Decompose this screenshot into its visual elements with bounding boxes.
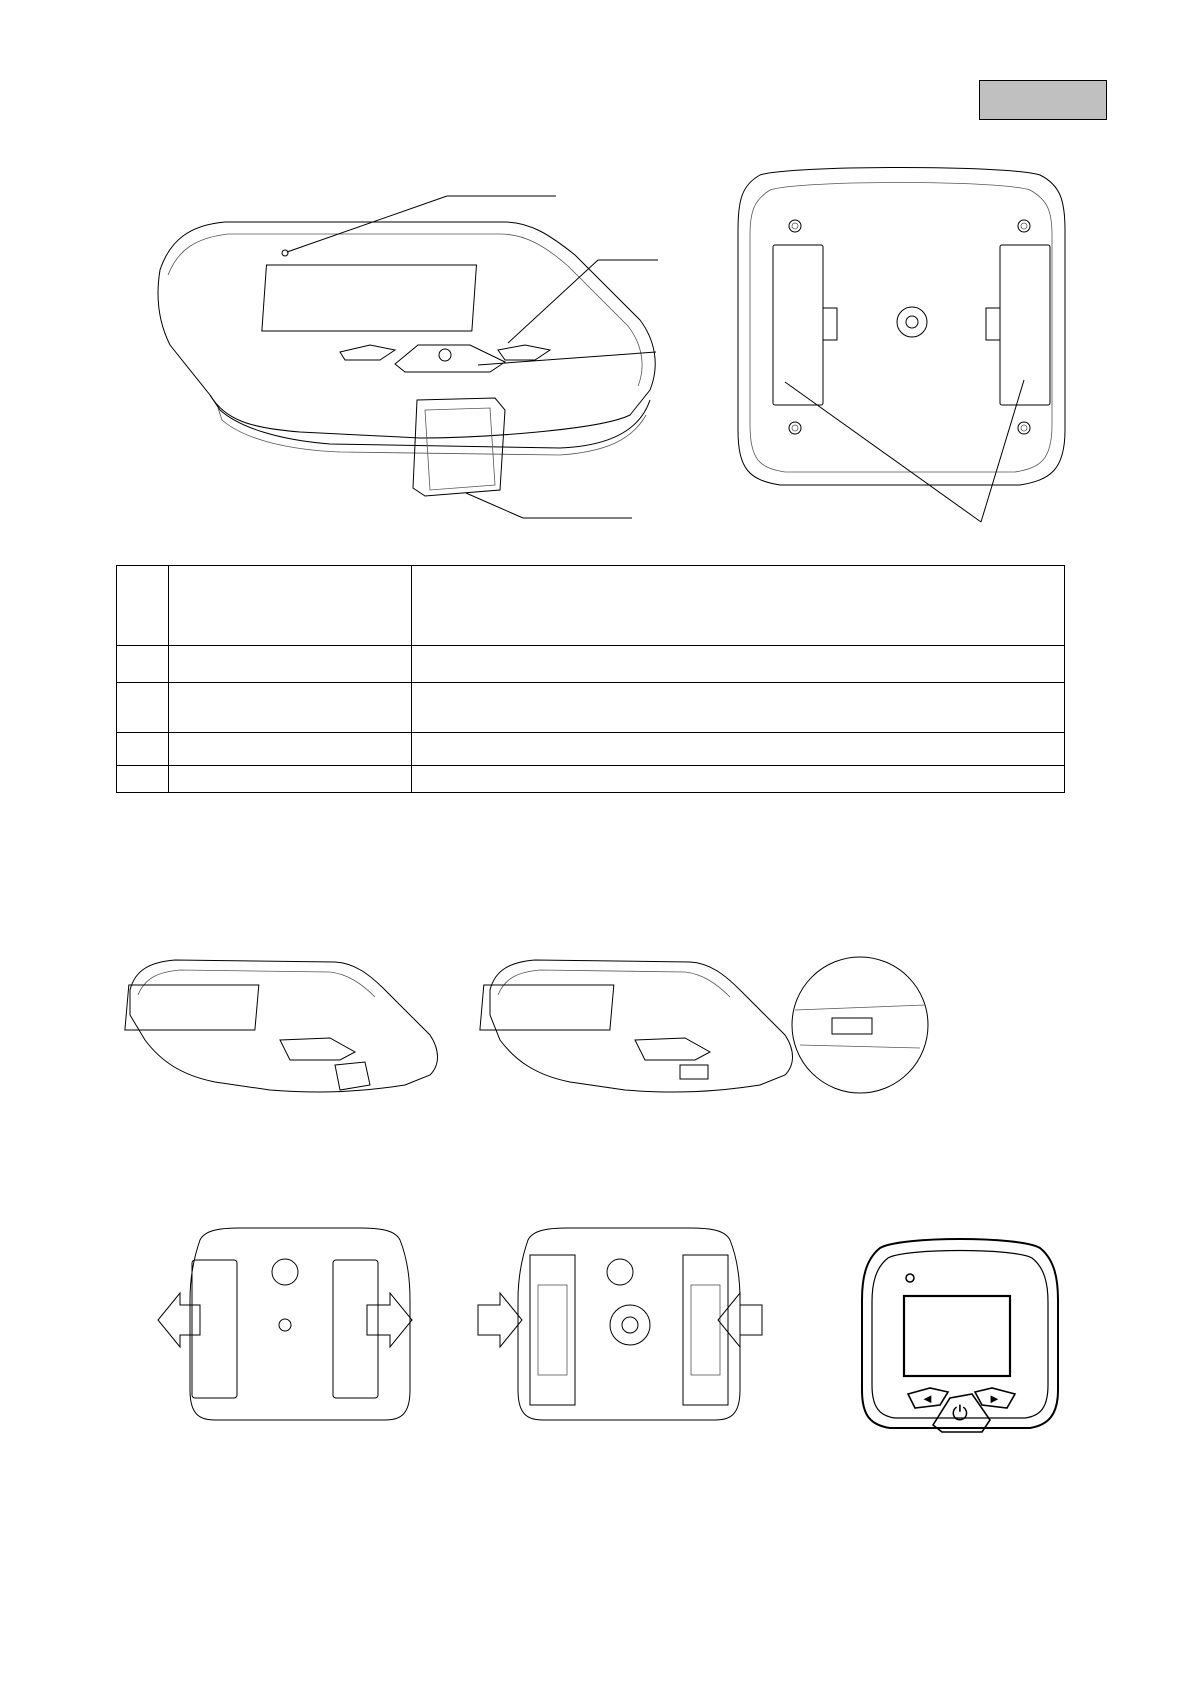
row-name [169,683,412,733]
sd-slot-closeup-figure [480,957,928,1093]
row-description [412,733,1065,766]
right-arrow-icon: ► [988,1391,1001,1406]
battery-cover-open-figure [158,1228,412,1420]
table-row [117,566,1065,646]
row-number [117,566,169,646]
row-name [169,766,412,793]
row-number [117,733,169,766]
row-description [412,646,1065,683]
legend-table [116,565,1065,793]
row-description [412,683,1065,733]
row-description [412,766,1065,793]
sd-inserted-figure [125,960,438,1092]
row-name [169,733,412,766]
power-icon: ⏻ [952,1403,968,1425]
table-row [117,646,1065,683]
row-description [412,566,1065,646]
device-perspective-figure [158,196,658,518]
table-row [117,766,1065,793]
table-row [117,733,1065,766]
row-number [117,646,169,683]
row-name [169,566,412,646]
row-number [117,683,169,733]
table-row [117,683,1065,733]
left-arrow-icon: ◄ [921,1391,934,1406]
device-back-figure [738,168,1065,523]
row-number [117,766,169,793]
row-name [169,646,412,683]
battery-insert-figure [478,1228,762,1420]
